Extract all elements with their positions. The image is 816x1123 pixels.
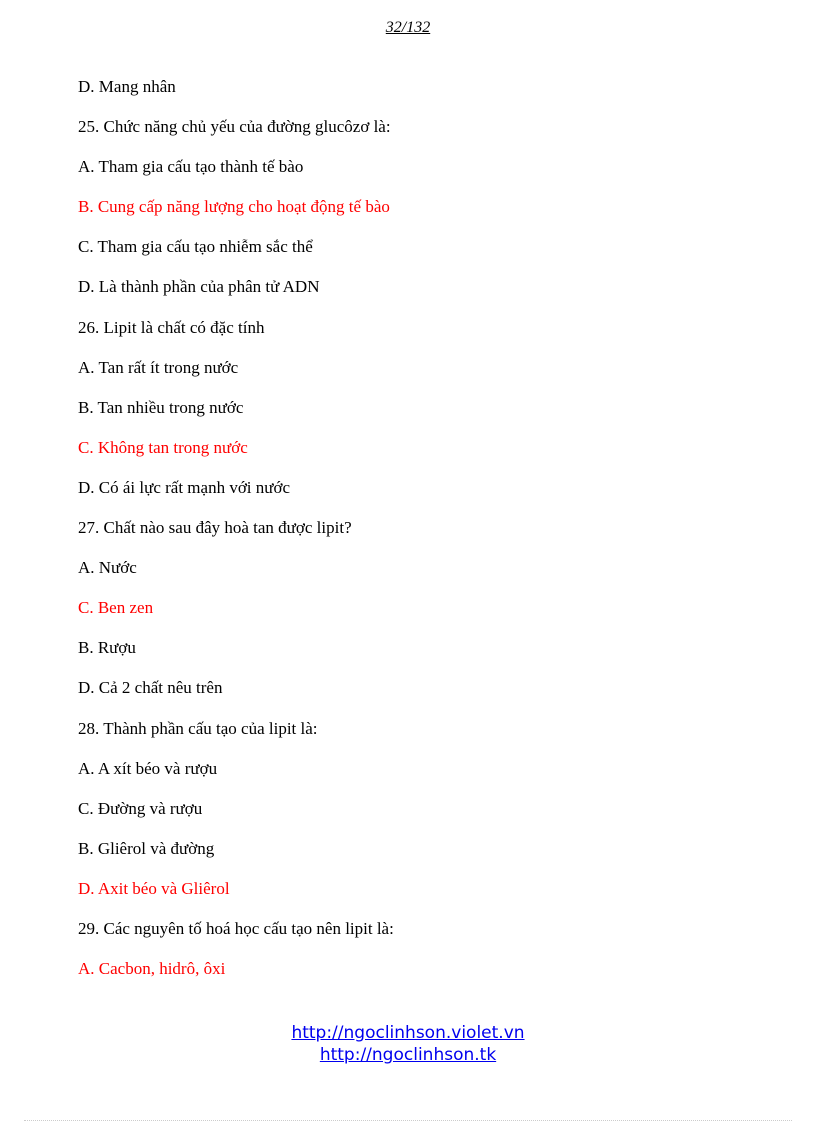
text-line: 25. Chức năng chủ yếu của đường glucôzơ là:	[78, 117, 391, 137]
text-line: A. Nước	[78, 558, 137, 578]
text-line: A. A xít béo và rượu	[78, 758, 218, 778]
correct-answer-line: A. Cacbon, hidrô, ôxi	[78, 959, 226, 979]
text-line: 27. Chất nào sau đây hoà tan được lipit?	[78, 518, 352, 538]
text-line: 28. Thành phần cấu tạo của lipit là:	[78, 718, 318, 738]
text-line: B. Gliêrol và đường	[78, 838, 215, 858]
link-violet[interactable]: http://ngoclinhson.violet.vn	[291, 1023, 525, 1043]
text-line: A. Tan rất ít trong nước	[78, 357, 239, 377]
text-line: D. Mang nhân	[78, 77, 176, 96]
text-line: B. Rượu	[78, 638, 136, 658]
correct-answer-line: C. Không tan trong nước	[78, 437, 248, 457]
text-line: C. Đường và rượu	[78, 798, 203, 818]
correct-answer-line: B. Cung cấp năng lượng cho hoạt động tế bào	[78, 197, 390, 217]
link-tk[interactable]: http://ngoclinhson.tk	[319, 1045, 497, 1065]
correct-answer-line: D. Axit béo và Gliêrol	[78, 878, 230, 898]
text-line: 26. Lipit là chất có đặc tính	[78, 317, 265, 337]
text-line: D. Có ái lực rất mạnh với nước	[78, 477, 291, 497]
text-line: D. Là thành phần của phân tử ADN	[78, 277, 320, 297]
text-line: B. Tan nhiều trong nước	[78, 397, 244, 417]
footer-links	[0, 1022, 816, 1066]
question-list	[78, 76, 778, 998]
text-line: 29. Các nguyên tố hoá học cấu tạo nên lipit là:	[78, 918, 394, 938]
text-line: C. Tham gia cấu tạo nhiễm sắc thể	[78, 237, 313, 257]
correct-answer-line: C. Ben zen	[78, 598, 154, 618]
page-bottom-divider	[24, 1120, 792, 1121]
text-line: A. Tham gia cấu tạo thành tế bào	[78, 157, 304, 177]
text-line: D. Cả 2 chất nêu trên	[78, 678, 223, 698]
page-number: 32/132	[385, 19, 431, 36]
